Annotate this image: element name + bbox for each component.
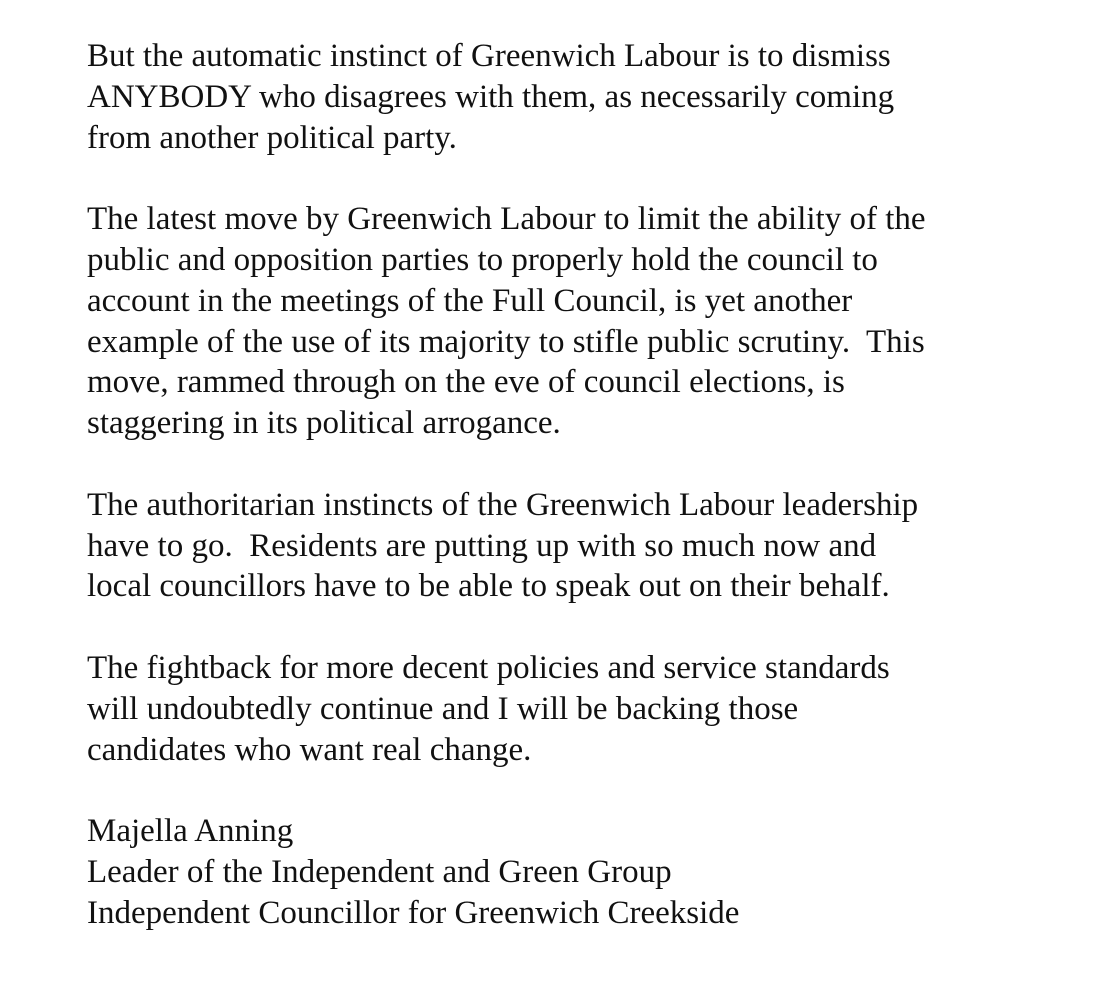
- text-line: ANYBODY who disagrees with them, as necessarily coming: [87, 78, 895, 115]
- signature-position: Independent Councillor for Greenwich Creekside: [87, 894, 740, 931]
- text-line: staggering in its political arrogance.: [87, 405, 561, 442]
- text-line: will undoubtedly continue and I will be backing those: [87, 690, 799, 727]
- text-line: local councillors have to be able to speak out on their behalf.: [87, 568, 890, 605]
- text-line: public and opposition parties to properly hold the council to: [87, 241, 878, 278]
- text-line: have to go. Residents are putting up with so much now and: [87, 527, 877, 564]
- text-line: The authoritarian instincts of the Greenwich Labour leadership: [87, 486, 919, 523]
- letter-body: [87, 36, 1087, 934]
- paragraph-4: [87, 648, 1087, 770]
- text-line: candidates who want real change.: [87, 731, 532, 768]
- text-line: But the automatic instinct of Greenwich Labour is to dismiss: [87, 38, 891, 74]
- paragraph-2: [87, 199, 1087, 444]
- text-line: The fightback for more decent policies and service standards: [87, 649, 890, 686]
- text-line: account in the meetings of the Full Council, is yet another: [87, 282, 853, 319]
- signature-role: Leader of the Independent and Green Group: [87, 853, 672, 890]
- signature-block: [87, 811, 1087, 933]
- signature-name: Majella Anning: [87, 813, 294, 850]
- text-line: example of the use of its majority to stifle public scrutiny. This: [87, 323, 925, 360]
- paragraph-3: [87, 485, 1087, 607]
- paragraph-1: [87, 36, 1087, 158]
- text-line: move, rammed through on the eve of council elections, is: [87, 364, 845, 401]
- text-line: from another political party.: [87, 119, 457, 156]
- text-line: The latest move by Greenwich Labour to limit the ability of the: [87, 201, 926, 238]
